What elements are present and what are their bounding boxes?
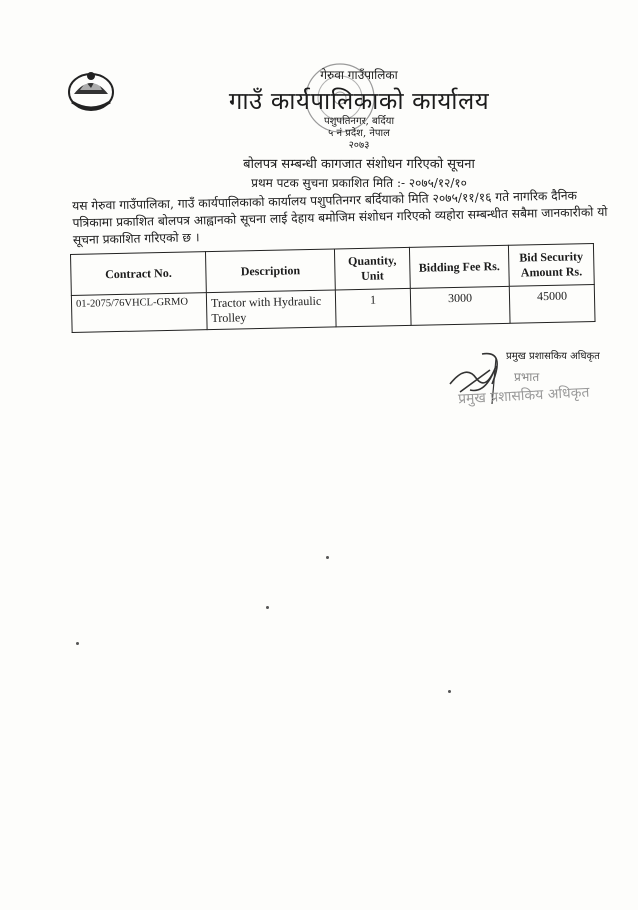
- notice-title: बोलपत्र सम्बन्धी कागजात संशोधन गरिएको सूचना: [243, 157, 475, 172]
- cell-quantity: 1: [335, 288, 411, 327]
- cell-description: Tractor with Hydraulic Trolley: [206, 290, 336, 330]
- stamp-title: प्रमुख प्रशासकिय अधिकृत: [457, 384, 590, 408]
- cell-bidding-fee: 3000: [410, 286, 510, 325]
- office-year: २०७३: [348, 140, 370, 151]
- speckle: [448, 690, 451, 693]
- contract-table: [70, 243, 596, 333]
- cell-bid-security: 45000: [509, 285, 595, 324]
- header-description: Description: [205, 249, 335, 293]
- notice-body: यस गेरुवा गाउँपालिका, गाउँ कार्यपालिकाको कार्यालय पशुपतिनगर बर्दियाको मिति २०७५/११/१६ गते नागरिक दैनिक पत्रिकामा प्रकाशित बोलपत्र आह्वानको सूचना लाई देहाय बमोजिम संशोधन गरिएको व्यहोरा सम्बन्धीत सबैमा जानकारीको यो सूचना प्रकाशित गरिएको छ ।: [72, 188, 608, 247]
- municipality-name: गेरुवा गाउँपालिका: [320, 68, 398, 82]
- office-province: ५ नं प्रदेश, नेपाल: [328, 128, 390, 139]
- header-quantity: Quantity, Unit: [334, 247, 410, 290]
- speckle: [326, 556, 329, 559]
- stamp-name: प्रभात: [514, 370, 540, 384]
- office-address: पशुपतिनगर, बर्दिया: [323, 116, 395, 127]
- first-published-date: प्रथम पटक सुचना प्रकाशित मिति :- २०७५/१२/१०: [251, 176, 467, 190]
- header-contract-no: Contract No.: [71, 252, 207, 296]
- speckle: [266, 606, 269, 609]
- cell-contract-no: 01-2075/76VHCL-GRMO: [71, 293, 207, 333]
- office-address-block: [40, 116, 638, 152]
- header-bidding-fee: Bidding Fee Rs.: [409, 245, 509, 288]
- header-bid-security: Bid Security Amount Rs.: [508, 244, 594, 287]
- signatory-title: प्रमुख प्रशासकिय अधिकृत: [506, 351, 600, 362]
- office-name: गाउँ कार्यपालिकाको कार्यालय: [228, 87, 490, 115]
- speckle: [76, 642, 79, 645]
